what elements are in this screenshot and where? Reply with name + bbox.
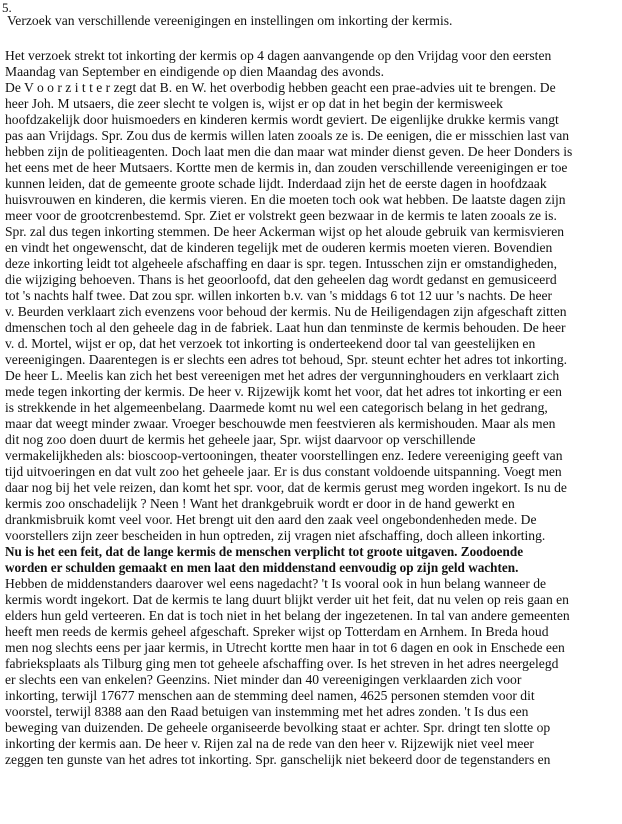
body-line: inkorting der kermis aan. De heer v. Rijen zal na de rede van den heer v. Rijzewijk niet veel meer [5, 736, 534, 751]
body-line-bold: Nu is het een feit, dat de lange kermis de menschen verplicht tot groote uitgaven. Zoodoende [5, 544, 524, 559]
body-line: Het verzoek strekt tot inkorting der kermis op 4 dagen aanvangende op den Vrijdag voor den eersten [5, 48, 552, 63]
document-body [5, 48, 619, 768]
body-line: heer Joh. M utsaers, die zeer slecht te volgen is, wijst er op dat in het begin der kermisweek [5, 96, 503, 111]
body-line: huisvrouwen en kinderen, die kermis vieren. En die moeten toch ook wat hebben. De laatste dagen zijn [5, 192, 566, 207]
body-line: Maandag van September en eindigende op dien Maandag des avonds. [5, 64, 384, 79]
body-line: Spr. zal dus tegen inkorting stemmen. De heer Ackerman wijst op het aloude gebruik van kermisvieren [5, 224, 565, 239]
body-line: dit nog zoo doen duurt de kermis het geheele jaar, Spr. wijst daarvoor op verschillende [5, 432, 476, 447]
body-line: voorstel, terwijl 8388 aan den Raad betuigen van instemming met het adres zonden. 't Is dus een [5, 704, 529, 719]
body-line: beweging van duizenden. De geheele organiseerde bevolking staat er achter. Spr. dringt ten slotte op [5, 720, 551, 735]
body-line: pas aan Vrijdags. Spr. Zou dus de kermis willen laten zooals ze is. De eenigen, die er misschien last van [5, 128, 570, 143]
body-line: hebben zijn de politieagenten. Doch laat men die dan maar wat minder dienst geven. De heer Donders is [5, 144, 573, 159]
body-line: hoofdzakelijk door huismoeders en kinderen kermis wordt geviert. De eigenlijke drukke kermis vangt [5, 112, 559, 127]
body-line: heeft men reeds de kermis geheel afgeschaft. Spreker wijst op Totterdam en Arnhem. In Breda houd [5, 624, 549, 639]
body-line: men nog slechts eens per jaar kermis, in Utrecht kortte men haar in tot 6 dagen en ook in Enschede een [5, 640, 565, 655]
body-line: maar dat weegt minder zwaar. Vroeger beschouwde men feestvieren als kermishouden. Maar als men [5, 416, 556, 431]
body-line: v. d. Mortel, wijst er op, dat het verzoek tot inkorting is onderteekend door tal van geestelijken en [5, 336, 536, 351]
body-line: deze inkorting leidt tot algeheele afschaffing en daar is spr. tegen. Intusschen zijn er omstandigheden, [5, 256, 558, 271]
body-line: kermis zoo onschadelijk ? Neen ! Want het drankgebruik wordt er door in de hand gewerkt en [5, 496, 515, 511]
body-line: zeggen ten gunste van het adres tot inkorting. Spr. ganschelijk niet bekeerd door de tegenstanders en [5, 752, 551, 767]
body-line: tot 's nachts half twee. Dat zou spr. willen inkorten b.v. van 's middags 6 tot 12 uur 's nachts. De heer [5, 288, 553, 303]
body-line: er slechts een van enkelen? Geenzins. Niet minder dan 40 vereenigingen verklaarden zich voor [5, 672, 522, 687]
body-line: elders hun geld verteeren. En dat is toch niet in het belang der ingezetenen. In tal van andere gemeenten [5, 608, 570, 623]
body-line: vereenigingen. Daarentegen is er slechts een adres tot behoud, Spr. steunt echter het adres tot inkorting. [5, 352, 568, 367]
body-line: fabrieksplaats als Tilburg ging men tot geheele afschaffing over. Is het streven in het adres neergelegd [5, 656, 559, 671]
body-line: die wijziging behoeven. Thans is het geoorloofd, dat den geheelen dag wordt gedanst en gemusiceerd [5, 272, 557, 287]
body-line: kunnen leiden, dat de gemeente groote schade lijdt. Inderdaad zijn het de eerste dagen in hoofdzaak [5, 176, 547, 191]
body-line: meer voor de grootcrenbestemd. Spr. Ziet er volstrekt geen bezwaar in de kermis te laten zooals ze is. [5, 208, 557, 223]
body-line: vermakelijkheden als: bioscoop-vertooningen, theater voorstellingen enz. Iedere vereeniging geeft van [5, 448, 563, 463]
body-line-bold: worden er schulden gemaakt en men laat den middenstand eenvoudig op zijn geld wachten. [5, 560, 519, 575]
body-line: daar nog bij het vele reizen, dan komt het spr. voor, dat de kermis gerust meg worden ingekort. Is nu de [5, 480, 567, 495]
body-line: dmenschen toch al den geheele dag in de fabriek. Laat hun dan tenminste de kermis behouden. De heer [5, 320, 566, 335]
body-line: v. Beurden verklaart zich evenzens voor behoud der kermis. Nu de Heiligendagen zijn afgeschaft zitten [5, 304, 567, 319]
body-line: en vindt het ongewenscht, dat de kinderen tegelijk met de ouderen kermis moeten vieren. Bovendien [5, 240, 553, 255]
body-line: inkorting, terwijl 17677 menschen aan de stemming deel namen, 4625 personen stemden voor dit [5, 688, 535, 703]
body-line: drankmisbruik komt veel voor. Het brengt uit den aard den zaak veel ongebondenheden mede. De [5, 512, 537, 527]
body-line: De V o o r z i t t e r zegt dat B. en W. het overbodig hebben geacht een prae-advies uit te brengen. De [5, 80, 556, 95]
body-line: het eens met de heer Mutsaers. Kortte men de kermis in, dan zouden verschillende vereenigingen er toe [5, 160, 568, 175]
body-line: is strekkende in het algemeenbelang. Daarmede komt nu wel een categorisch belang in het gedrang, [5, 400, 548, 415]
body-line: voorstellers zijn zeer bescheiden in hun optreden, zij vragen niet afschaffing, doch alleen inkorting. [5, 528, 546, 543]
body-line: De heer L. Meelis kan zich het best vereenigen met het adres der vergunninghouders en verklaart zich [5, 368, 560, 383]
body-line: kermis wordt ingekort. Dat de kermis te lang duurt blijkt verder uit het feit, dat nu velen op reis gaan en [5, 592, 569, 607]
body-line: Hebben de middenstanders daarover wel eens nagedacht? 't Is vooral ook in hun belang wanneer de [5, 576, 547, 591]
document-heading: Verzoek van verschillende vereenigingen en instellingen om inkorting der kermis. [7, 13, 453, 28]
body-line: tijd uitvoeringen en dat vult zoo het geheele jaar. Er is dus constant voldoende uitspanning. Voegt men [5, 464, 562, 479]
page-number: 5. [2, 0, 12, 15]
body-line: mede tegen inkorting der kermis. De heer v. Rijzewijk komt het voor, dat het adres tot inkorting er een [5, 384, 562, 399]
